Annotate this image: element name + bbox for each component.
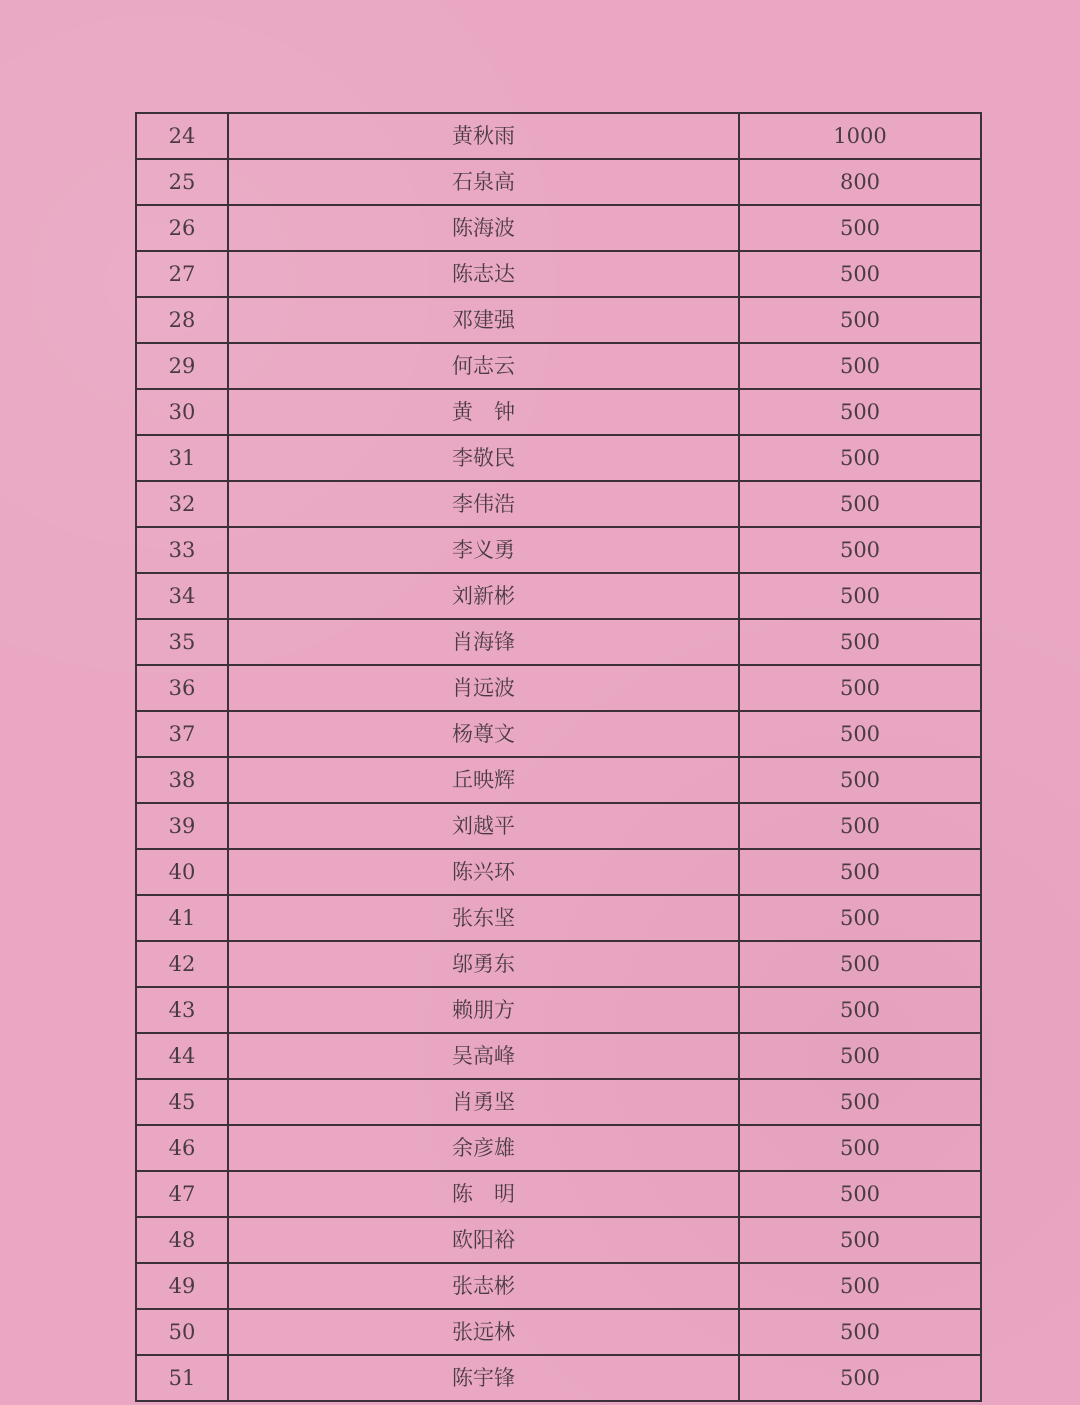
table-row: [136, 297, 981, 343]
donor-name-cell: 邓建强: [228, 297, 739, 343]
row-number-cell: 48: [136, 1217, 228, 1263]
row-number-cell: 25: [136, 159, 228, 205]
donor-name-cell: 陈 明: [228, 1171, 739, 1217]
row-number-cell: 51: [136, 1355, 228, 1401]
row-number-cell: 27: [136, 251, 228, 297]
table-row: [136, 1217, 981, 1263]
row-number-cell: 26: [136, 205, 228, 251]
row-number-cell: 28: [136, 297, 228, 343]
donation-amount-cell: 500: [739, 435, 981, 481]
donor-name-cell: 邬勇东: [228, 941, 739, 987]
donor-name-cell: 张远林: [228, 1309, 739, 1355]
donation-amount-cell: 500: [739, 1263, 981, 1309]
row-number-cell: 24: [136, 113, 228, 159]
table-body: [136, 113, 981, 1401]
table-row: [136, 665, 981, 711]
donation-amount-cell: 500: [739, 297, 981, 343]
donor-name-cell: 张志彬: [228, 1263, 739, 1309]
donation-amount-cell: 500: [739, 803, 981, 849]
row-number-cell: 37: [136, 711, 228, 757]
row-number-cell: 29: [136, 343, 228, 389]
table-row: [136, 849, 981, 895]
table-row: [136, 1263, 981, 1309]
table-row: [136, 757, 981, 803]
donor-name-cell: 杨尊文: [228, 711, 739, 757]
donation-amount-cell: 500: [739, 205, 981, 251]
donor-name-cell: 黄 钟: [228, 389, 739, 435]
table-row: [136, 803, 981, 849]
table-row: [136, 1171, 981, 1217]
donor-name-cell: 张东坚: [228, 895, 739, 941]
donor-name-cell: 石泉高: [228, 159, 739, 205]
donor-name-cell: 肖远波: [228, 665, 739, 711]
row-number-cell: 35: [136, 619, 228, 665]
donor-name-cell: 黄秋雨: [228, 113, 739, 159]
table-row: [136, 1125, 981, 1171]
table-row: [136, 1079, 981, 1125]
donation-table: [135, 112, 982, 1402]
donation-amount-cell: 500: [739, 1217, 981, 1263]
table-row: [136, 435, 981, 481]
row-number-cell: 47: [136, 1171, 228, 1217]
donor-name-cell: 何志云: [228, 343, 739, 389]
row-number-cell: 44: [136, 1033, 228, 1079]
table-row: [136, 343, 981, 389]
donation-amount-cell: 500: [739, 1125, 981, 1171]
donation-amount-cell: 500: [739, 849, 981, 895]
donation-amount-cell: 500: [739, 343, 981, 389]
row-number-cell: 36: [136, 665, 228, 711]
table-row: [136, 205, 981, 251]
donation-amount-cell: 500: [739, 757, 981, 803]
donation-amount-cell: 500: [739, 665, 981, 711]
donor-name-cell: 赖朋方: [228, 987, 739, 1033]
donor-name-cell: 刘新彬: [228, 573, 739, 619]
row-number-cell: 30: [136, 389, 228, 435]
table-row: [136, 941, 981, 987]
donation-amount-cell: 1000: [739, 113, 981, 159]
donor-name-cell: 肖海锋: [228, 619, 739, 665]
table-row: [136, 113, 981, 159]
donor-name-cell: 李敬民: [228, 435, 739, 481]
table-row: [136, 481, 981, 527]
donation-amount-cell: 500: [739, 941, 981, 987]
row-number-cell: 46: [136, 1125, 228, 1171]
table-row: [136, 1309, 981, 1355]
donor-name-cell: 余彦雄: [228, 1125, 739, 1171]
table-row: [136, 895, 981, 941]
donation-amount-cell: 500: [739, 1355, 981, 1401]
table-row: [136, 1033, 981, 1079]
donor-name-cell: 陈海波: [228, 205, 739, 251]
table-row: [136, 389, 981, 435]
table-row: [136, 527, 981, 573]
table-row: [136, 573, 981, 619]
row-number-cell: 43: [136, 987, 228, 1033]
donor-name-cell: 刘越平: [228, 803, 739, 849]
row-number-cell: 38: [136, 757, 228, 803]
donation-amount-cell: 500: [739, 619, 981, 665]
donation-amount-cell: 500: [739, 1079, 981, 1125]
donation-amount-cell: 500: [739, 389, 981, 435]
donation-amount-cell: 500: [739, 481, 981, 527]
donation-amount-cell: 500: [739, 711, 981, 757]
row-number-cell: 50: [136, 1309, 228, 1355]
row-number-cell: 41: [136, 895, 228, 941]
donation-amount-cell: 500: [739, 1033, 981, 1079]
row-number-cell: 34: [136, 573, 228, 619]
donor-name-cell: 肖勇坚: [228, 1079, 739, 1125]
row-number-cell: 42: [136, 941, 228, 987]
donation-amount-cell: 500: [739, 251, 981, 297]
donor-name-cell: 李义勇: [228, 527, 739, 573]
table-row: [136, 159, 981, 205]
donation-amount-cell: 500: [739, 527, 981, 573]
donation-amount-cell: 500: [739, 987, 981, 1033]
table-row: [136, 1355, 981, 1401]
row-number-cell: 45: [136, 1079, 228, 1125]
row-number-cell: 49: [136, 1263, 228, 1309]
row-number-cell: 32: [136, 481, 228, 527]
donor-name-cell: 李伟浩: [228, 481, 739, 527]
row-number-cell: 40: [136, 849, 228, 895]
row-number-cell: 33: [136, 527, 228, 573]
donation-amount-cell: 500: [739, 573, 981, 619]
row-number-cell: 39: [136, 803, 228, 849]
donor-name-cell: 吴高峰: [228, 1033, 739, 1079]
table-row: [136, 987, 981, 1033]
donation-amount-cell: 500: [739, 1171, 981, 1217]
donor-name-cell: 丘映辉: [228, 757, 739, 803]
donation-amount-cell: 800: [739, 159, 981, 205]
donor-name-cell: 陈宇锋: [228, 1355, 739, 1401]
donation-amount-cell: 500: [739, 895, 981, 941]
row-number-cell: 31: [136, 435, 228, 481]
table-row: [136, 619, 981, 665]
donation-amount-cell: 500: [739, 1309, 981, 1355]
donor-name-cell: 陈志达: [228, 251, 739, 297]
table-row: [136, 711, 981, 757]
donor-name-cell: 陈兴环: [228, 849, 739, 895]
table-row: [136, 251, 981, 297]
donor-name-cell: 欧阳裕: [228, 1217, 739, 1263]
